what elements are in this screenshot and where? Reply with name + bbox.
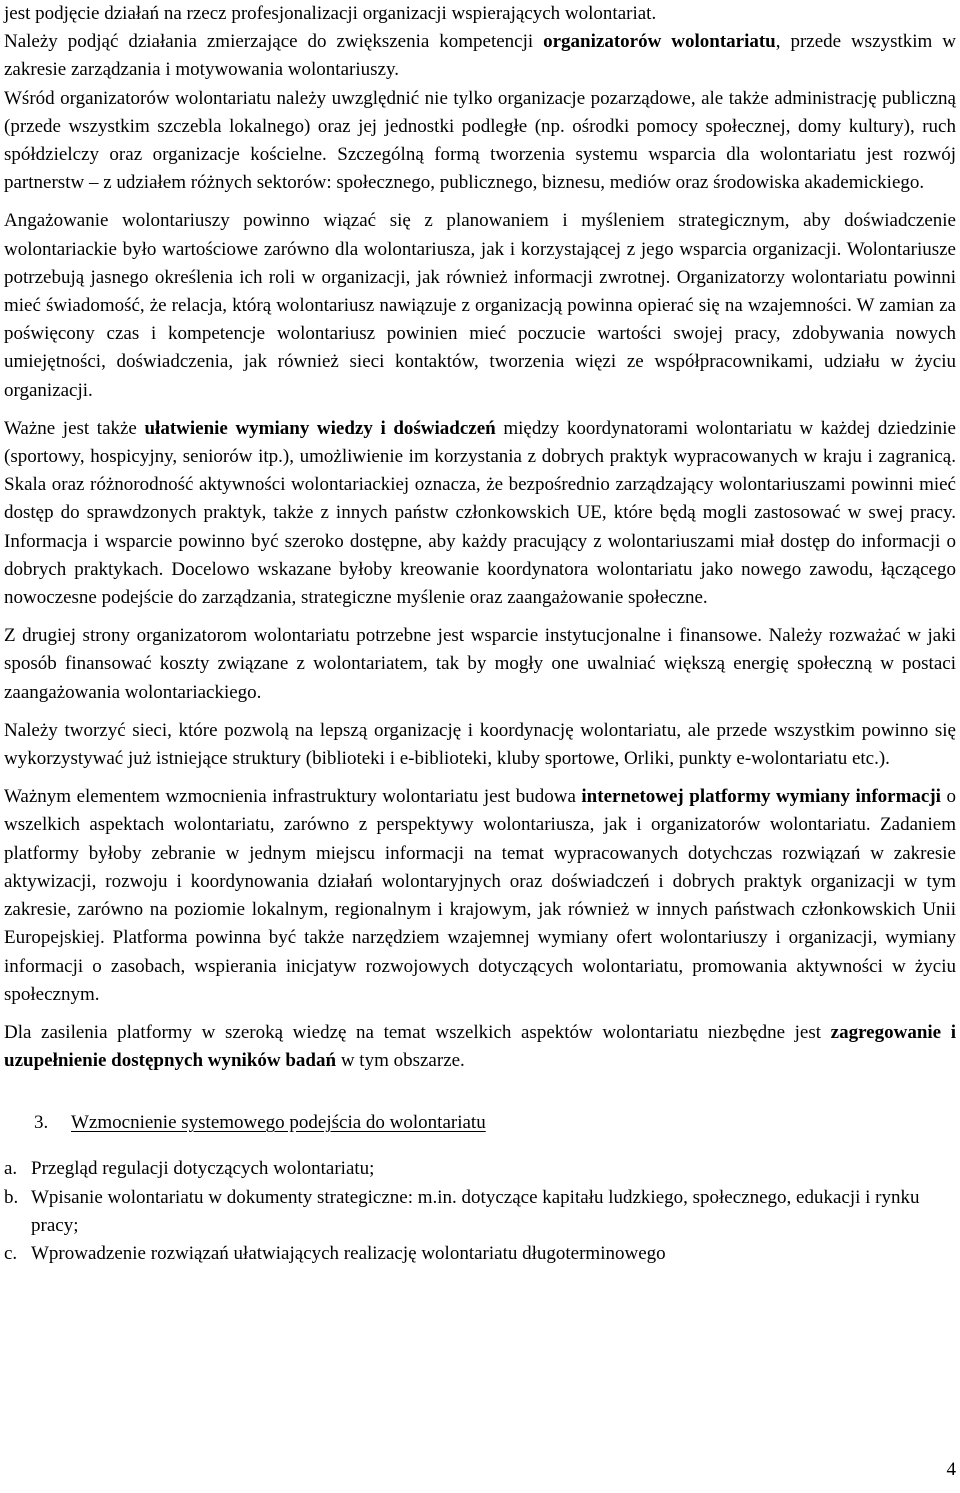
bold-text: organizatorów wolontariatu — [543, 31, 776, 53]
paragraph-text: jest podjęcie działań na rzecz profesjonalizacji organizacji wspierających wolontariat. — [4, 3, 657, 24]
list-item-marker: c. — [4, 1242, 18, 1264]
paragraph-text: Ważne jest także — [4, 417, 145, 439]
paragraph-text: w tym obszarze. — [336, 1050, 465, 1072]
paragraph-text: między koordynatorami wolontariatu w każdej dziedzinie (sportowy, hospicyjny, seniorów itp.), umożliwienie im korzystania z dobrych praktyk wypracowanych w kraju i zagranicą. Skala oraz różnorodność aktywności wolontariackiej oznacza, że bezpośrednio zarządzający wolontariuszami powinni mieć dostęp do sprawdzonych praktyk, także z innych państw członkowskich UE, które będą mogli zastosować w swej pracy. Informacja i wsparcie powinno być szeroko dostępne, aby każdy pracujący z wolontariuszami miał dostęp do informacji o dobrych praktykach. Docelowo wskazane byłoby kreowanie koordynatora wolontariatu jako nowego zawodu, łączącego nowoczesne podejście do zarządzania, strategiczne myślenie oraz zaangażowanie społeczne. — [4, 417, 956, 609]
paragraph — [4, 28, 956, 84]
page-number: 4 — [946, 1459, 956, 1480]
list-item-marker: a. — [4, 1158, 18, 1180]
paragraph — [4, 1019, 956, 1075]
paragraph — [4, 0, 956, 28]
paragraph — [4, 717, 956, 773]
recommendation-list — [4, 1155, 956, 1268]
paragraph-text: Angażowanie wolontariuszy powinno wiązać się z planowaniem i myśleniem strategicznym, aby doświadczenie wolontariackie było wartościowe zarówno dla wolontariusza, jak i korzystającej z jego wsparcia organizacji. Wolontariusze potrzebują jasnego określenia ich roli w organizacji, jak również informacji zwrotnej. Organizatorzy wolontariatu powinni mieć świadomość, że relacja, którą wolontariusz nawiązuje z organizacją powinna opierać się na wzajemności. W zamian za poświęcony czas i kompetencje wolontariusz powinien mieć poczucie wartości swojej pracy, zdobywania nowych umiejętności, doświadczenia, jak również sieci kontaktów, tworzenia więzi ze współpracownikami, udziału w życiu organizacji. — [4, 210, 956, 401]
section-heading — [34, 1109, 956, 1137]
list-item — [4, 1184, 956, 1240]
paragraph — [4, 207, 956, 404]
paragraph-text: Należy podjąć działania zmierzające do zwiększenia kompetencji — [4, 31, 544, 53]
section-title: Wzmocnienie systemowego podejścia do wolontariatu — [71, 1112, 486, 1134]
paragraph — [4, 85, 956, 198]
paragraph-text: Wśród organizatorów wolontariatu należy uwzględnić nie tylko organizacje pozarządowe, ale także administrację publiczną (przede wszystkim szczebla lokalnego) oraz jej jednostki podległe (np. ośrodki pomocy społecznej, domy kultury), ruch spółdzielczy oraz organizacje kościelne. Szczególną formą tworzenia systemu wsparcia dla wolontariatu jest rozwój partnerstw – z udziałem różnych sektorów: społecznego, publicznego, biznesu, mediów oraz środowiska akademickiego. — [4, 87, 956, 194]
paragraph-text: , przede wszystkim w zakresie zarządzania i motywowania wolontariuszy. — [4, 31, 956, 81]
body-text — [4, 0, 956, 1075]
list-item — [4, 1155, 956, 1183]
bold-text: zagregowanie i uzupełnienie dostępnych wyników badań — [4, 1021, 956, 1072]
paragraph-text: Ważnym elementem wzmocnienia infrastruktury wolontariatu jest budowa — [4, 786, 582, 808]
paragraph — [4, 622, 956, 707]
bold-text: ułatwienie wymiany wiedzy i doświadczeń — [144, 417, 496, 439]
list-item-text: Wprowadzenie rozwiązań ułatwiających realizację wolontariatu długoterminowego — [31, 1242, 666, 1264]
list-item-text: Przegląd regulacji dotyczących wolontariatu; — [31, 1158, 375, 1180]
paragraph — [4, 415, 956, 612]
bold-text: internetowej platformy wymiany informacji — [581, 786, 941, 808]
section-number: 3. — [34, 1112, 49, 1134]
list-item-text: Wpisanie wolontariatu w dokumenty strategiczne: m.in. dotyczące kapitału ludzkiego, społecznego, edukacji i rynku pracy; — [31, 1186, 920, 1236]
paragraph-text: Dla zasilenia platformy w szeroką wiedzę na temat wszelkich aspektów wolontariatu niezbędne jest — [4, 1021, 831, 1043]
paragraph-text: Należy tworzyć sieci, które pozwolą na lepszą organizację i koordynację wolontariatu, ale przede wszystkim powinno się wykorzystywać już istniejące struktury (biblioteki i e-biblioteki, kluby sportowe, Orliki, punkty e-wolontariatu etc.). — [4, 719, 956, 770]
paragraph-text: o wszelkich aspektach wolontariatu, zarówno z perspektywy wolontariusza, jak i organizatorów wolontariatu. Zadaniem platformy byłoby zebranie w jednym miejscu informacji na temat wypracowanych dotychczas rozwiązań w zakresie aktywizacji, rozwoju i koordynowania działań wolontaryjnych oraz doświadczeń i dobrych praktyk organizacji w tym zakresie, zarówno na poziomie lokalnym, regionalnym i krajowym, jak również w innych państwach członkowskich Unii Europejskiej. Platforma powinna być także narzędziem wzajemnej wymiany ofert wolontariuszy i organizacji, wymiany informacji o zasobach, wspierania inicjatyw rozwojowych dotyczących wolontariatu, promowania aktywności w życiu społecznym. — [4, 786, 956, 1005]
document-page — [4, 0, 956, 1268]
list-item — [4, 1240, 956, 1268]
paragraph-text: Z drugiej strony organizatorom wolontariatu potrzebne jest wsparcie instytucjonalne i finansowe. Należy rozważać w jaki sposób finansować koszty związane z wolontariatem, tak by mogły one uwalniać większą energię społeczną w postaci zaangażowania wolontariackiego. — [4, 625, 956, 703]
list-item-marker: b. — [4, 1186, 19, 1208]
paragraph — [4, 783, 956, 1009]
